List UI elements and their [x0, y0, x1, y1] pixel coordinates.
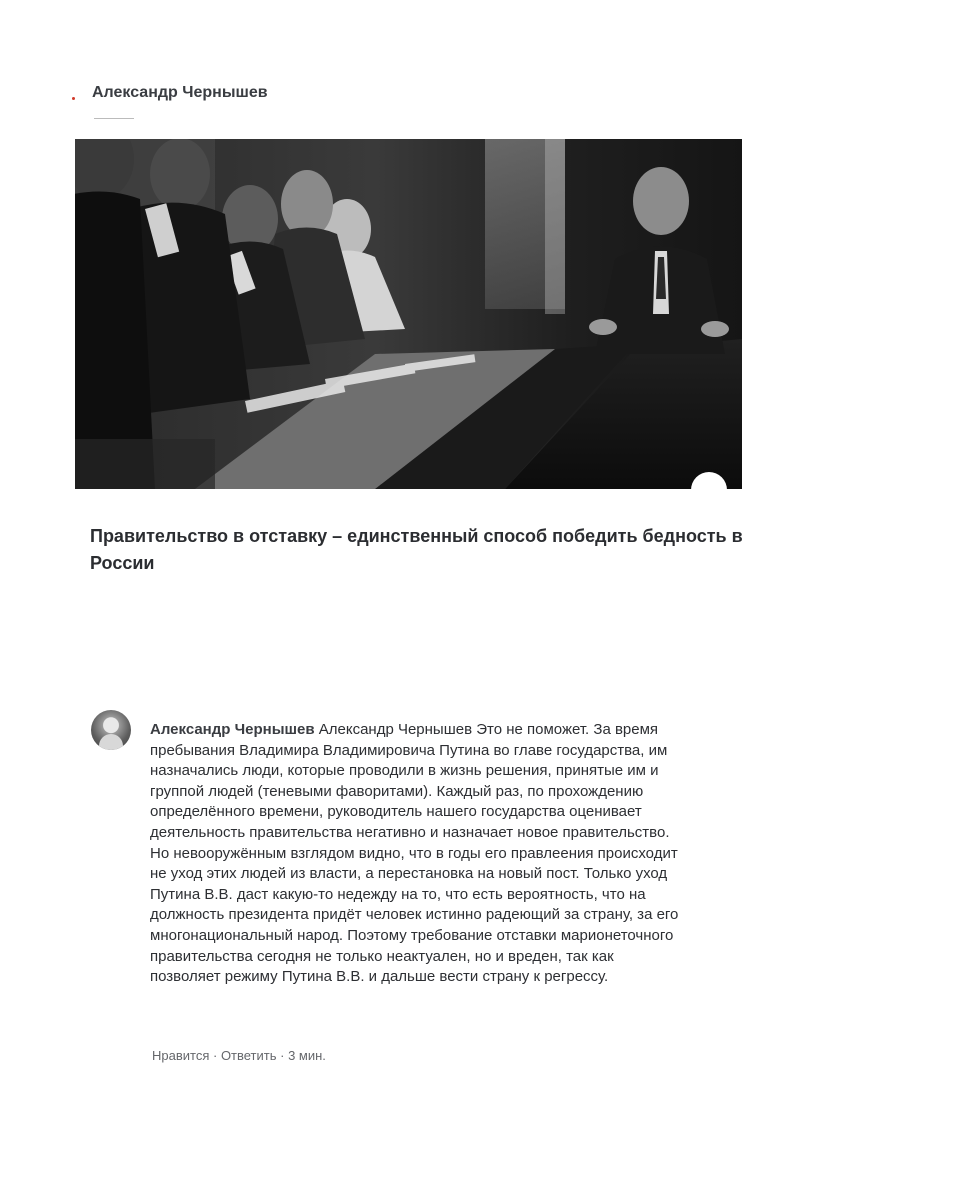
- indicator-dot: [72, 97, 75, 100]
- comment-body: [150, 720, 680, 988]
- comment-author-name[interactable]: Александр Чернышев: [150, 721, 315, 738]
- comment-text: Александр Чернышев Это не поможет. За время пребывания Владимира Владимировича Путина во главе государства, им назначались люди, которые проводили в жизнь решения, принятые им и группой людей (теневыми фаворитами). Каждый раз, по прохождению определённого времени, руководитель нашего государства оценивает деятельность правительства негативно и назначает новое правительство. Но невооружённым взглядом видно, что в годы его правлеения происходит не уход этих людей из власти, а перестановка на новый пост. Только уход Путина В.В. даст какую-то недежду на то, что есть вероятность, что на должность президента придёт человек истинно радеющий за страну, за его многонациональный народ. Поэтому требование отставки марионеточного правительства сегодня не только неактуален, но и вреден, так как позволяет режиму Путина В.В. и дальше вести страну к регрессу.: [150, 721, 679, 986]
- separator: ·: [276, 1048, 289, 1063]
- post-photo[interactable]: [75, 139, 742, 489]
- post-title[interactable]: Правительство в отставку – единственный способ победить бедность в России: [90, 526, 743, 573]
- comment-timestamp: 3 мин.: [288, 1048, 326, 1063]
- comment-actions: [152, 1048, 326, 1063]
- like-button[interactable]: Нравится: [152, 1048, 210, 1063]
- post-meta-divider: [94, 118, 134, 119]
- post-author-name[interactable]: Александр Чернышев: [92, 84, 268, 101]
- avatar[interactable]: [91, 710, 131, 750]
- reply-button[interactable]: Ответить: [220, 1048, 277, 1063]
- image-corner-badge: [691, 472, 727, 508]
- separator: ·: [209, 1048, 221, 1063]
